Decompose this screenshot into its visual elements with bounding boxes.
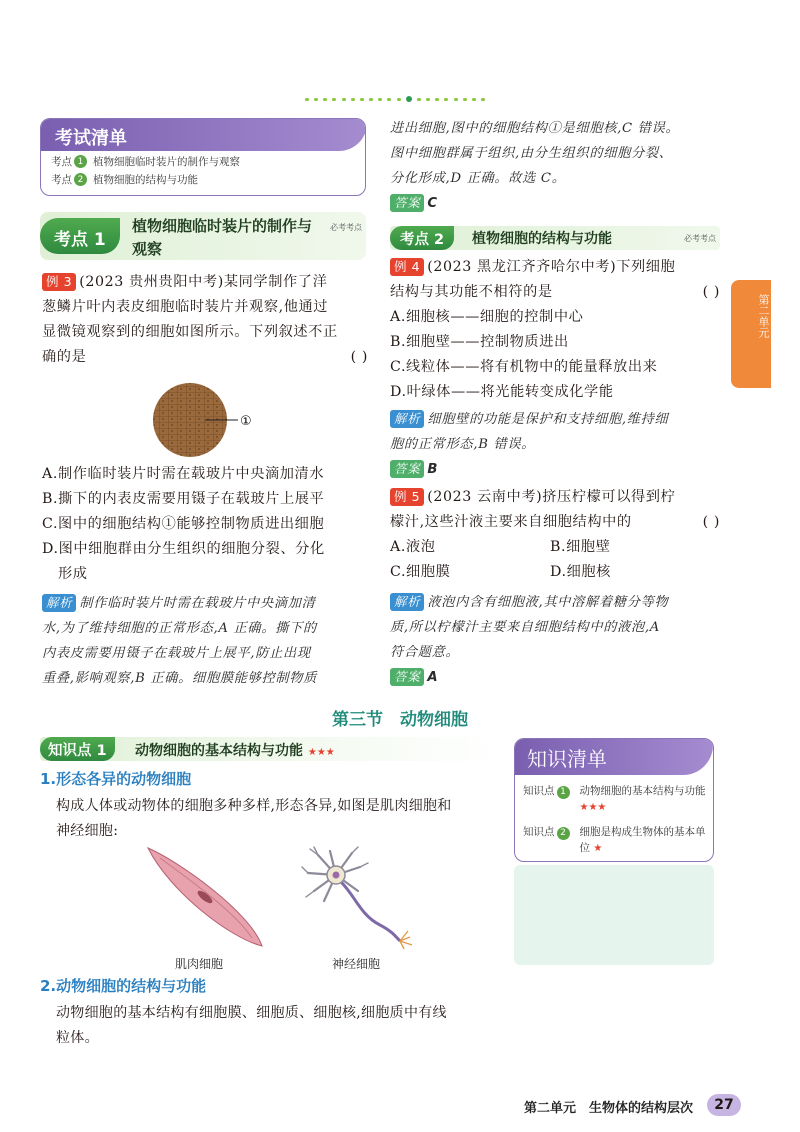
notes-pane xyxy=(514,865,714,965)
example3-analysis: 解析 制作临时装片时需在载玻片中央滴加清 水,为了维持细胞的正常形态,A 正确。撕下的 内表皮需要用镊子在载玻片上展平,防止出现 重叠,影响观察,B 正确。细胞膜能够控制物质 xyxy=(42,595,318,686)
example3-options: A.制作临时装片时需在载玻片中央滴加清水 B.撕下的内表皮需要用镊子在载玻片上展平 C.图中的细胞结构①能够控制物质进出细胞 D.图中细胞群由分生组织的细胞分裂、分化 形成 xyxy=(42,462,368,587)
answer-value: A xyxy=(427,670,439,685)
knowledge-list-item: 知识点 2 细胞是构成生物体的基本单位 ★ xyxy=(523,826,706,854)
exam-list-title: 考试清单 xyxy=(41,119,366,151)
nerve-cell-caption: 神经细胞 xyxy=(332,957,381,971)
example4-analysis: 解析 细胞壁的功能是保护和支持细胞,维持细 胞的正常形态,B 错误。 答案 B xyxy=(390,411,669,477)
zhishi1-title: 动物细胞的基本结构与功能 ★★★ xyxy=(135,743,335,759)
analysis-label: 解析 xyxy=(42,594,76,612)
sub1-text: 构成人体或动物体的细胞多种多样,形态各异,如图是肌肉细胞和 神经细胞: xyxy=(56,798,452,839)
kaodian1-tag: 考点 1 xyxy=(40,218,120,254)
analysis-label: 解析 xyxy=(390,593,424,611)
example5-analysis: 解析 液泡内含有细胞液,其中溶解着糖分等物 质,所以柠檬汁主要来自细胞结构中的液泡,A 符合题意。 答案 A xyxy=(390,594,669,685)
knowledge-list-title: 知识清单 xyxy=(515,739,713,775)
example-label: 例 4 xyxy=(390,258,424,276)
kaodian2-header xyxy=(390,226,720,250)
footer-unit-title: 第二单元 生物体的结构层次 xyxy=(524,1101,694,1116)
option-c: C.线粒体——将有机物中的能量释放出来 xyxy=(390,359,658,375)
exam-list-box xyxy=(40,118,366,196)
exam-list-item: 考点 1 植物细胞临时装片的制作与观察 xyxy=(51,156,240,168)
page-number: 27 xyxy=(707,1094,741,1116)
option-d: D.叶绿体——将光能转变成化学能 xyxy=(390,384,614,400)
option-a: A.制作临时装片时需在载玻片中央滴加清水 xyxy=(42,466,325,482)
option-b: B.撕下的内表皮需要用镊子在载玻片上展平 xyxy=(42,491,325,507)
sub2-heading: 2.动物细胞的结构与功能 xyxy=(40,977,207,995)
nerve-nucleus xyxy=(333,872,340,879)
nerve-cell-figure xyxy=(300,845,420,950)
option-d: D.细胞核 xyxy=(550,564,611,580)
top-decoration xyxy=(305,96,485,102)
example5-question: 例 5 (2023 云南中考)挤压柠檬可以得到柠 檬汁,这些汁液主要来自细胞结构中的 ( ) A.液泡 B.细胞壁 C.细胞膜 D.细胞核 xyxy=(390,485,720,585)
number-badge: 1 xyxy=(557,786,570,799)
answer-value: C xyxy=(427,196,438,211)
example3-question: 例 3 (2023 贵州贵阳中考)某同学制作了洋 葱鳞片叶内表皮细胞临时装片并观察,他通过 显微镜观察到的细胞如图所示。下列叙述不正 确的是 ( ) xyxy=(42,270,368,370)
example-label: 例 3 xyxy=(42,273,76,291)
example4-question: 例 4 (2023 黑龙江齐齐哈尔中考)下列细胞 结构与其功能不相符的是 ( ) A.细胞核——细胞的控制中心 B.细胞壁——控制物质进出 C.线粒体——将有机物中的能量释放出来 D.叶绿体——将光能转变成化学能 xyxy=(390,255,720,405)
answer-label: 答案 xyxy=(390,460,424,478)
exam-list-item: 考点 2 植物细胞的结构与功能 xyxy=(51,174,198,186)
zhishi1-tag: 知识点 1 xyxy=(40,737,115,761)
must-test-label: 必考考点 xyxy=(330,223,362,232)
answer-value: B xyxy=(427,462,439,477)
muscle-cell-figure xyxy=(140,842,270,952)
example-label: 例 5 xyxy=(390,488,424,506)
knowledge-list-box xyxy=(514,738,714,862)
kaodian1-header xyxy=(40,212,366,260)
answer-bracket: ( ) xyxy=(702,514,720,530)
example3-analysis-continued: 进出细胞,图中的细胞结构①是细胞核,C 错误。 图中细胞群属于组织,由分生组织的细胞分裂、 分化形成,D 正确。故选 C。 答案 C xyxy=(390,121,680,211)
answer-bracket: ( ) xyxy=(702,284,720,300)
must-test-label: 必考考点 xyxy=(684,234,716,243)
option-c: C.细胞膜 xyxy=(390,564,451,580)
answer-label: 答案 xyxy=(390,194,424,212)
sub2-text: 动物细胞的基本结构有细胞膜、细胞质、细胞核,细胞质中有线 粒体。 xyxy=(56,1005,447,1046)
sub1-heading: 1.形态各异的动物细胞 xyxy=(40,770,192,788)
answer-bracket: ( ) xyxy=(350,349,368,365)
section-title: 第三节 动物细胞 xyxy=(332,710,468,730)
kaodian2-tag: 考点 2 xyxy=(390,226,454,250)
importance-stars: ★★★ xyxy=(579,802,607,813)
option-d: D.图中细胞群由分生组织的细胞分裂、分化 xyxy=(42,541,325,557)
number-badge: 1 xyxy=(74,155,87,168)
kaodian2-title: 植物细胞的结构与功能 xyxy=(472,231,612,247)
number-badge: 2 xyxy=(74,173,87,186)
axon xyxy=(340,881,400,941)
option-c: C.图中的细胞结构①能够控制物质进出细胞 xyxy=(42,516,325,532)
answer-label: 答案 xyxy=(390,668,424,686)
importance-stars: ★★★ xyxy=(307,747,335,758)
option-b: B.细胞壁——控制物质进出 xyxy=(390,334,569,350)
figure-label: ① xyxy=(240,414,252,429)
muscle-cell-caption: 肌肉细胞 xyxy=(175,957,224,971)
onion-cell-figure xyxy=(150,380,270,460)
option-b: B.细胞壁 xyxy=(550,539,611,555)
importance-stars: ★ xyxy=(593,843,603,854)
kaodian1-title: 植物细胞临时装片的制作与 观察 xyxy=(132,217,313,258)
option-a: A.液泡 xyxy=(390,539,436,555)
number-badge: 2 xyxy=(557,827,570,840)
analysis-label: 解析 xyxy=(390,410,424,428)
unit-side-tab: 第二单元 xyxy=(731,280,771,388)
option-a: A.细胞核——细胞的控制中心 xyxy=(390,309,584,325)
knowledge-list-item: 知识点 1 动物细胞的基本结构与功能 ★★★ xyxy=(523,785,706,813)
